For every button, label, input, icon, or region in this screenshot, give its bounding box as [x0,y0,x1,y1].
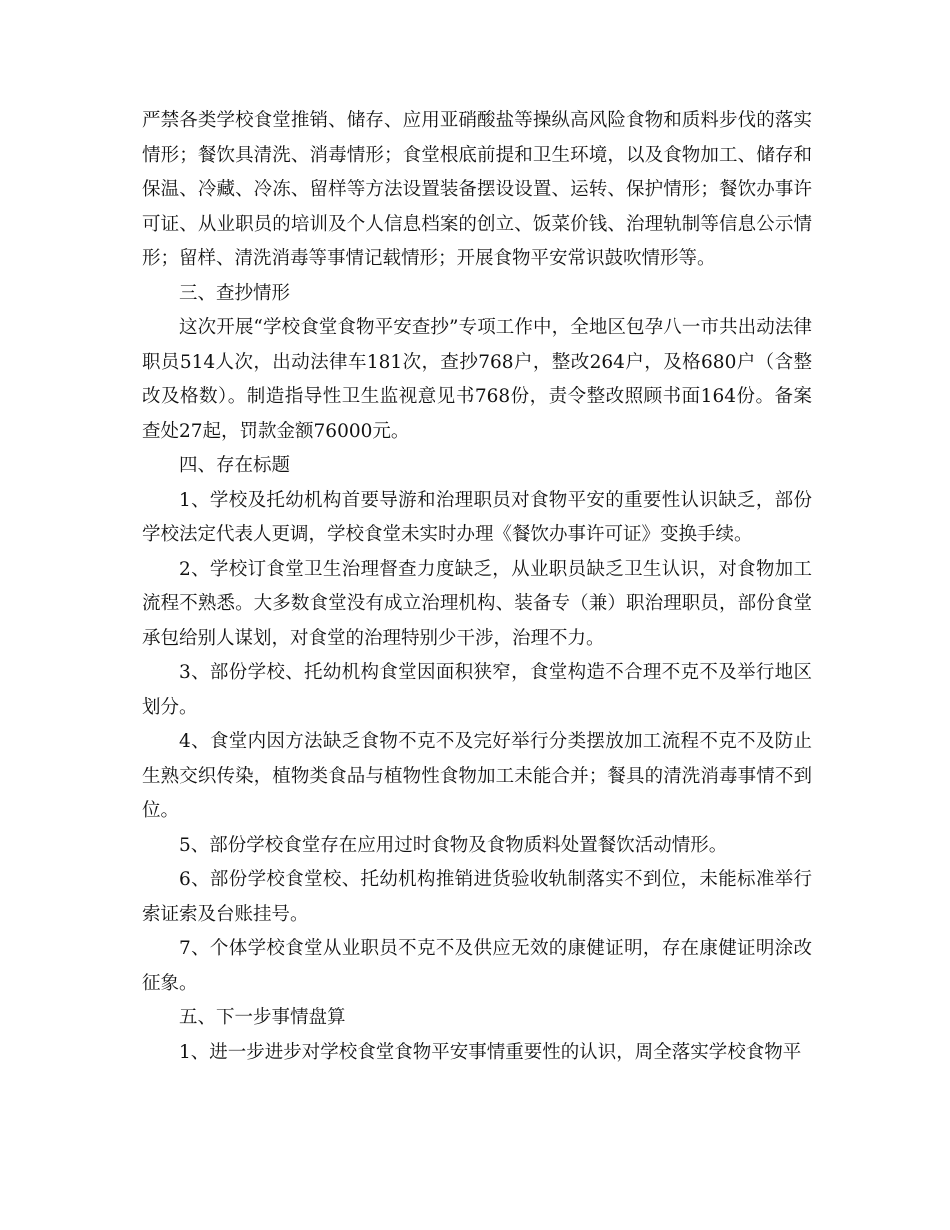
problem-item-1: 1、学校及托幼机构首要导游和治理职员对食物平安的重要性认识缺乏，部份学校法定代表人更调，学校食堂未实时办理《餐饮办事许可证》变换手续。 [142,489,812,545]
heading-inspection-situation: 三、查抄情形 [179,282,291,304]
problem-item-4: 4、食堂内因方法缺乏食物不克不及完好举行分类摆放加工流程不克不及防止生熟交织传染，植物类食品与植物性食物加工未能合并；餐具的清洗消毒事情不到位。 [142,731,812,821]
problem-item-7: 7、个体学校食堂从业职员不克不及供应无效的康健证明，存在康健证明涂改征象。 [142,938,812,994]
problem-item-3: 3、部份学校、托幼机构食堂因面积狭窄，食堂构造不合理不克不及举行地区划分。 [142,662,812,718]
problem-item-6: 6、部份学校食堂校、托幼机构推销进货验收轨制落实不到位，未能标准举行索证索及台账挂号。 [142,869,812,925]
heading-existing-problems: 四、存在标题 [179,455,291,476]
paragraph-inspection-scope: 严禁各类学校食堂推销、储存、应用亚硝酸盐等操纵高风险食物和质料步伐的落实情形；餐饮具清洗、消毒情形；食堂根底前提和卫生环境，以及食物加工、储存和保温、冷藏、冷冻、留样等方法设置装备摆设设置、运转、保护情形；餐饮办事许可证、从业职员的培训及个人信息档案的创立、饭菜价钱、治理轨制等信息公示情形；留样、清洗消毒等事情记载情形；开展食物平安常识鼓吹情形等。 [142,110,812,269]
problem-item-5: 5、部份学校食堂存在应用过时食物及食物质料处置餐饮活动情形。 [179,834,728,856]
document-body [142,104,812,1070]
heading-next-steps: 五、下一步事情盘算 [179,1007,346,1028]
paragraph-inspection-statistics: 这次开展“学校食堂食物平安查抄”专项工作中，全地区包孕八一市共出动法律职员514人次，出动法律车181次，查抄768户，整改264户，及格680户（含整改及格数）。制造指导性卫生监视意见书768份，责令整改照顾书面164份。备案查处27起，罚款金额76000元。 [142,317,812,442]
next-step-item-1: 1、进一步进步对学校食堂食物平安事情重要性的认识，周全落实学校食物平 [179,1041,802,1063]
problem-item-2: 2、学校订食堂卫生治理督查力度缺乏，从业职员缺乏卫生认识，对食物加工流程不熟悉。大多数食堂没有成立治理机构、装备专（兼）职治理职员，部份食堂承包给别人谋划，对食堂的治理特别少干涉，治理不力。 [142,558,812,649]
